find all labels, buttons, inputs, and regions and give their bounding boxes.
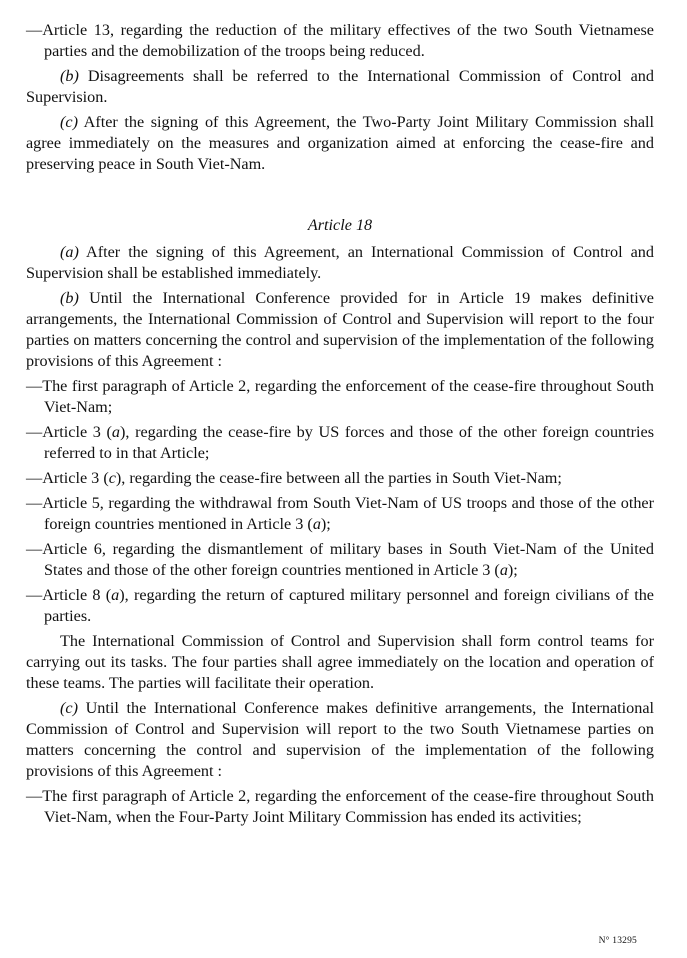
paragraph-label: (c) (60, 699, 78, 717)
article18-paragraph-c (26, 698, 654, 782)
letter: c (108, 469, 116, 487)
article-heading: Article 18 (307, 216, 373, 234)
paragraph-label: (a) (60, 243, 79, 261)
list-item: —The first paragraph of Article 2, regarding the enforcement of the cease-fire throughout South Viet-Nam; (26, 377, 654, 416)
paragraph-c-two-party-commission (26, 112, 654, 175)
letter: a (499, 561, 508, 579)
paragraph-text: Until the International Conference provided for in Article 19 makes definitive arrangements, the International Commission of Control and Supervision will report to the four parties on matters concerning the control and supervision of the implementation of the following provisions of this Agreement : (26, 289, 654, 370)
list-item: —Article 3 (a), regarding the cease-fire by US forces and those of the other foreign countries referred to in that Article; (26, 423, 654, 462)
list-item: —Article 8 (a), regarding the return of captured military personnel and foreign civilians of the parties. (26, 586, 654, 625)
paragraph-label: (b) (60, 67, 79, 85)
list-item: —Article 3 (c), regarding the cease-fire between all the parties in South Viet-Nam; (26, 469, 562, 487)
letter: a (312, 515, 321, 533)
paragraph-b-disagreements (26, 66, 654, 108)
letter: a (111, 423, 120, 441)
paragraph-text: After the signing of this Agreement, the Two-Party Joint Military Commission shall agree immediately on the measures and organization aimed at enforcing the cease-fire and preserving peace in South Viet-Nam. (26, 113, 654, 173)
paragraph-text: After the signing of this Agreement, an International Commission of Control and Supervision shall be established immediately. (26, 243, 654, 282)
document-page (26, 20, 654, 832)
letter: a (111, 586, 120, 604)
paragraph-label: (c) (60, 113, 78, 131)
document-number: N° 13295 (598, 936, 637, 946)
article18-paragraph-b (26, 288, 654, 372)
paragraph-label: (b) (60, 289, 79, 307)
list-item-article-13: —Article 13, regarding the reduction of the military effectives of the two South Vietnamese parties and the demobilization of the troops being reduced. (26, 21, 654, 60)
section-gap (26, 179, 654, 215)
article18-paragraph-a (26, 242, 654, 284)
list-item: —The first paragraph of Article 2, regarding the enforcement of the cease-fire throughout South Viet-Nam, when the Four-Party Joint Military Commission has ended its activities; (26, 787, 654, 826)
paragraph-text: Until the International Conference makes definitive arrangements, the International Commission of Control and Supervision will report to the two South Vietnamese parties on matters concerning the control and supervision of the implementation of the following provisions of this Agreement : (26, 699, 654, 780)
list-item: —Article 5, regarding the withdrawal from South Viet-Nam of US troops and those of the other foreign countries mentioned in Article 3 (a); (26, 494, 654, 533)
control-teams-paragraph: The International Commission of Control and Supervision shall form control teams for carrying out its tasks. The four parties shall agree immediately on the location and operation of these teams. The parties will facilitate their operation. (26, 632, 654, 692)
list-item: —Article 6, regarding the dismantlement of military bases in South Viet-Nam of the United States and those of the other foreign countries mentioned in Article 3 (a); (26, 540, 654, 579)
paragraph-text: Disagreements shall be referred to the International Commission of Control and Supervision. (26, 67, 654, 106)
